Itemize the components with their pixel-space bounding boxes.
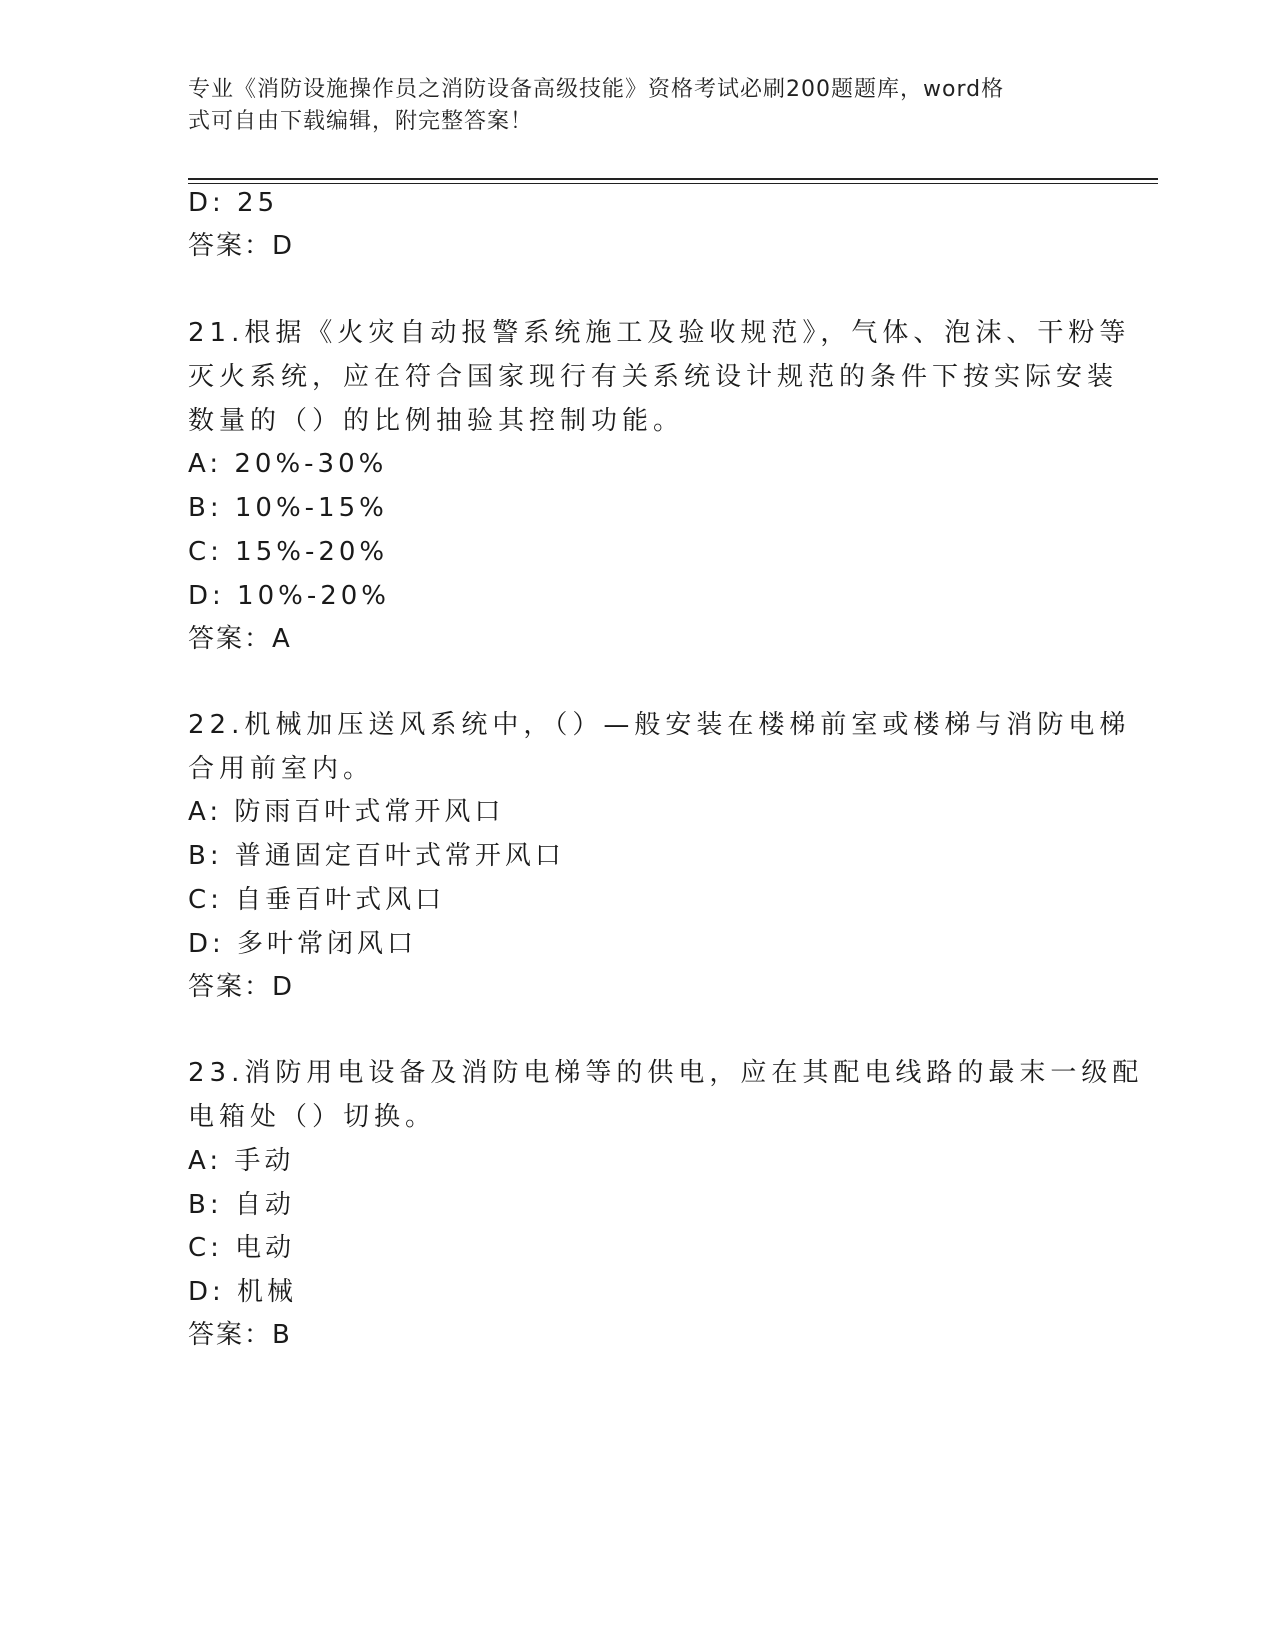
q22-option-b: B: 普通固定百叶式常开风口 (188, 841, 565, 871)
q21-answer: 答案：A (188, 624, 292, 654)
prev-answer: 答案：D (188, 231, 295, 261)
q21-text-line-2: 灭火系统，应在符合国家现行有关系统设计规范的条件下按实际安装 (188, 362, 1119, 392)
q21-text-line-1: 21.根据《火灾自动报警系统施工及验收规范》，气体、泡沫、干粉等 (188, 318, 1131, 348)
header-line-2: 式可自由下载编辑，附完整答案！ (188, 109, 534, 134)
prev-option-d: D: 25 (188, 188, 279, 218)
q23-option-d: D: 机械 (188, 1277, 298, 1307)
q21-text-line-3: 数量的（）的比例抽验其控制功能。 (188, 406, 685, 436)
header-divider-thick (188, 178, 1158, 180)
header-line-1: 专业《消防设施操作员之消防设备高级技能》资格考试必刷200题题库，word格 (188, 77, 1005, 102)
q21-option-c: C: 15%-20% (188, 537, 389, 567)
q23-text-line-1: 23.消防用电设备及消防电梯等的供电，应在其配电线路的最末一级配 (188, 1058, 1144, 1088)
q23-option-c: C: 电动 (188, 1233, 296, 1263)
q21-option-d: D: 10%-20% (188, 581, 391, 611)
q22-option-d: D: 多叶常闭风口 (188, 929, 418, 959)
q22-text-line-1: 22.机械加压送风系统中，（）—般安装在楼梯前室或楼梯与消防电梯 (188, 710, 1131, 740)
q23-answer: 答案：B (188, 1320, 292, 1350)
q23-text-line-2: 电箱处（）切换。 (188, 1102, 437, 1132)
q22-option-c: C: 自垂百叶式风口 (188, 885, 446, 915)
q22-answer: 答案：D (188, 972, 295, 1002)
q21-option-b: B: 10%-15% (188, 493, 388, 523)
q21-option-a: A: 20%-30% (188, 449, 388, 479)
header-divider-thin (188, 183, 1158, 184)
document-header (188, 74, 1068, 138)
q23-option-a: A: 手动 (188, 1146, 295, 1176)
q22-option-a: A: 防雨百叶式常开风口 (188, 797, 505, 827)
q23-option-b: B: 自动 (188, 1190, 295, 1220)
q22-text-line-2: 合用前室内。 (188, 754, 375, 784)
